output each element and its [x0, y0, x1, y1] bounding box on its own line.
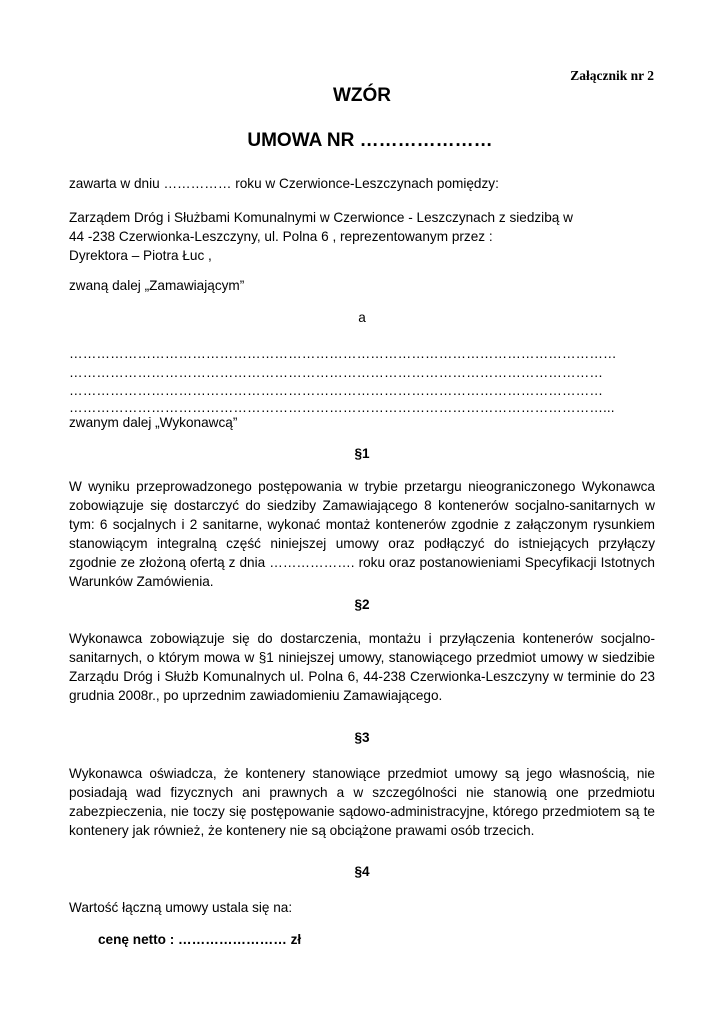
contractor-blank-line: ………………………………………………………………………………………………………	[69, 383, 604, 398]
net-price-line: cenę netto : …………………… zł	[98, 932, 302, 947]
conjunction-a: a	[358, 310, 366, 325]
template-heading: WZÓR	[332, 85, 392, 106]
section-2-heading: §2	[354, 597, 370, 612]
contract-title: UMOWA NR …………………	[247, 130, 493, 151]
party-employer	[69, 208, 655, 265]
contractor-blank-line: ………………………………………………………………………………………………………...	[69, 400, 615, 415]
concluded-date-line: zawarta w dniu …………… roku w Czerwionce-Leszczynach pomiędzy:	[69, 176, 499, 191]
section-3-heading: §3	[354, 730, 370, 745]
contractor-blank-line: …………………………………………………………………………………………………………	[69, 346, 617, 361]
section-4-text: Wartość łączną umowy ustala się na:	[69, 900, 293, 915]
section-1-text: W wyniku przeprowadzonego postępowania w trybie przetargu nieograniczonego Wykonawca zobowiązuje się dostarczyć do siedziby Zamawiającego 8 kontenerów socjalno-sanitarnych w tym: 6 socjalnych i 2 sanitarne, wykonać montaż kontenerów zgodnie z załączonym rysunkiem stanowiącym integralną część niniejszej umowy oraz podłączyć do istniejących przyłączy zgodnie ze złożoną ofertą z dnia ………………. roku oraz postanowieniami Specyfikacji Istotnych Warunków Zamówienia.	[69, 479, 655, 589]
section-1-heading: §1	[354, 446, 370, 461]
attachment-label: Załącznik nr 2	[570, 68, 654, 83]
contractor-designation: zwanym dalej „Wykonawcą”	[69, 415, 238, 430]
contractor-blank-line: ………………………………………………………………………………………………………	[69, 365, 604, 380]
party-employer-line: Zarządem Dróg i Służbami Komunalnymi w Czerwionce - Leszczynach z siedzibą w	[69, 210, 573, 225]
section-2-text: Wykonawca zobowiązuje się do dostarczenia, montażu i przyłączenia kontenerów socjalno-sanitarnych, o którym mowa w §1 niniejszej umowy, stanowiącego przedmiot umowy w siedzibie Zarządu Dróg i Służb Komunalnych ul. Polna 6, 44-238 Czerwionka-Leszczyny w terminie do 23 grudnia 2008r., po uprzednim zawiadomieniu Zamawiającego.	[69, 631, 655, 703]
party-employer-line: 44 -238 Czerwionka-Leszczyny, ul. Polna 6 , reprezentowanym przez :	[69, 229, 493, 244]
section-3-text: Wykonawca oświadcza, że kontenery stanowiące przedmiot umowy są jego własnością, nie posiadają wad fizycznych ani prawnych a w szczególności nie stanowią one przedmiotu zabezpieczenia, nie toczy się postępowanie sądowo-administracyjne, którego przedmiotem są te kontenery jak również, że kontenery nie są obciążone prawami osób trzecich.	[69, 766, 655, 838]
employer-designation: zwaną dalej „Zamawiającym”	[69, 278, 245, 293]
party-employer-line: Dyrektora – Piotra Łuc ,	[69, 248, 212, 263]
section-4-heading: §4	[354, 864, 370, 879]
